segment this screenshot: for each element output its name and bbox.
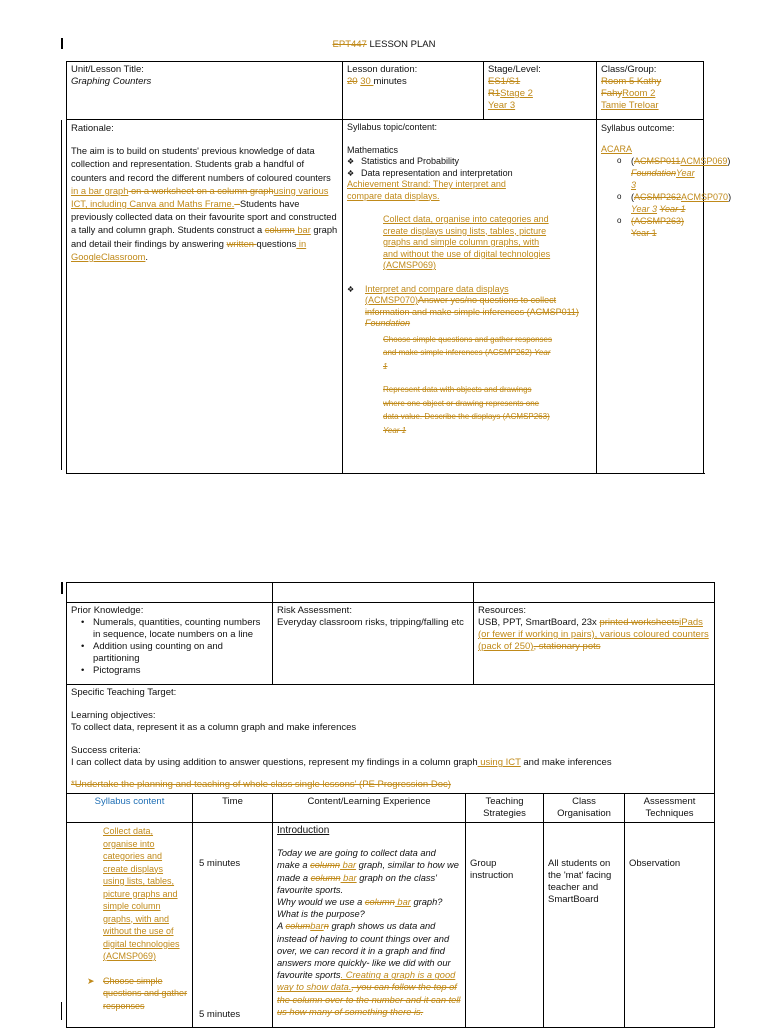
outcome-3-del: (ACSMP263) Year 1 xyxy=(631,216,685,238)
col-header-class: Class Organisation xyxy=(544,794,625,823)
col-header-syllabus: Syllabus content xyxy=(67,794,193,823)
rationale-ins4: in GoogleClassroom xyxy=(71,238,307,262)
intro-del1: column xyxy=(310,860,341,871)
outcome-1-year-ins: Year 3 xyxy=(631,168,695,190)
outcome-2-del: ACSMP262 xyxy=(634,192,682,202)
page-title xyxy=(0,39,768,51)
rationale-del3: column xyxy=(264,225,295,236)
class-label: Class/Group: xyxy=(601,64,657,75)
rationale-cell xyxy=(67,120,343,474)
resources-label: Resources: xyxy=(478,605,527,616)
duration-inserted: 30 xyxy=(360,76,374,87)
row-assessment-cell xyxy=(625,823,715,1028)
prior-list xyxy=(71,617,268,677)
rationale-p4: questions xyxy=(256,238,297,249)
outcome-2-year-ins: Year 3 xyxy=(631,204,658,214)
row-syllabus-text: Collect data, organise into categories and create displays using lists, tables, picture graphs and simple column graphs, with and without the use of digital technologies (ACMSP069) xyxy=(103,826,180,961)
duration-suffix: minutes xyxy=(373,76,407,87)
intro-t5: graph? xyxy=(410,897,443,908)
title-text: LESSON PLAN xyxy=(366,39,436,50)
syllabus-subject: Mathematics xyxy=(347,144,399,155)
revision-bar xyxy=(61,120,62,470)
rationale-del4: written xyxy=(226,238,257,249)
unit-cell xyxy=(67,62,343,120)
resources-ins1: iPads (or fewer if working in pairs), various coloured counters (pack of 250) xyxy=(478,617,709,652)
stage-deleted-2: R1 xyxy=(488,88,501,99)
duration-deleted: 20 xyxy=(347,76,358,87)
intro-del2: column xyxy=(310,872,341,883)
row-content-cell xyxy=(273,823,466,1028)
revision-bar xyxy=(61,1002,62,1020)
row-syllabus-cell xyxy=(67,823,193,1028)
success-label: Success criteria: xyxy=(71,745,141,756)
row-class: All students on the 'mat' facing teacher and SmartBoard xyxy=(548,858,612,905)
resources-cell xyxy=(474,603,715,685)
success-text: I can collect data by using addition to answer questions, represent my findings in a column graph xyxy=(71,757,478,768)
syllabus-topic-item: ❖ Data representation and interpretation xyxy=(347,168,592,180)
col-header-content: Content/Learning Experience xyxy=(273,794,466,823)
prior-item: • Pictograms xyxy=(71,665,268,677)
row-assessment: Observation xyxy=(629,858,681,869)
risk-value: Everyday classroom risks, tripping/falling etc xyxy=(277,617,464,628)
outcome-2-ins: ACMSP070 xyxy=(681,192,729,202)
blank-cell xyxy=(273,583,474,603)
duration-cell xyxy=(343,62,484,120)
outcome-2-year-del: Year 1 xyxy=(659,204,686,214)
syllabus-topic-item: ❖ Statistics and Probability xyxy=(347,156,592,168)
syllabus-strand: Achievement Strand: They interpret and compare data displays. xyxy=(347,179,506,201)
prior-item: • Addition using counting on and partitioning xyxy=(71,641,268,665)
syllabus-b3-del: Answer yes/no questions to collect information and make simple inferences (ACMSP011) xyxy=(365,295,579,317)
success-ins: using ICT xyxy=(477,757,521,768)
syllabus-del-a-year: Year 1 xyxy=(383,348,551,371)
intro-del4: colum xyxy=(285,921,311,932)
intro-t2: graph, similar to how we made a xyxy=(277,860,459,883)
intro-text-2 xyxy=(277,896,461,908)
outcome-1-year-del: Foundation xyxy=(631,168,677,178)
intro-text-4 xyxy=(277,920,461,1018)
success-end: and make inferences xyxy=(520,757,612,768)
class-deleted-1: Room 5 Kathy xyxy=(601,76,662,87)
class-inserted-1: Room 2 xyxy=(622,88,656,99)
stage-deleted-1: ES1/S1 xyxy=(488,76,521,87)
rationale-ins3: bar xyxy=(294,225,311,236)
target-label: Specific Teaching Target: xyxy=(71,687,177,698)
blank-cell xyxy=(474,583,715,603)
syllabus-foundation: Foundation xyxy=(365,318,411,328)
syllabus-label: Syllabus topic/content: xyxy=(347,122,438,132)
rationale-ins1: in a bar graph xyxy=(71,185,129,196)
intro-ins3: bar xyxy=(394,897,411,908)
unit-label: Unit/Lesson Title: xyxy=(71,64,144,75)
resources-del1: printed worksheets xyxy=(599,617,680,628)
stage-inserted-2: Year 3 xyxy=(488,100,516,111)
intro-t1: Today we are going to collect data and make a xyxy=(277,848,436,871)
objectives-label: Learning objectives: xyxy=(71,710,156,721)
rationale-p1: The aim is to build on students' previous knowledge of data collection and representation. Students grab a handful of counters and record the different numbers of coloured counters xyxy=(71,146,331,183)
class-deleted-2: Fahy xyxy=(601,88,623,99)
rationale-p2: Students have previously collected data on their favourite sport and constructed a tally and column graph. Students construct a xyxy=(71,199,337,236)
row-strategy-cell xyxy=(466,823,544,1028)
rationale-p3: graph and detail their findings by answering xyxy=(71,225,338,249)
outcome-1-ins: ACMSP069 xyxy=(680,156,728,166)
rationale-del2: - xyxy=(234,199,240,210)
duration-label: Lesson duration: xyxy=(347,64,418,75)
outcome-1-del: ACMSP011 xyxy=(634,156,681,166)
syllabus-del-b-text: Represent data with objects and drawings where one object or drawing represents one data value. Describe the displays (ACMSP263) xyxy=(383,385,550,421)
intro-ins2: bar xyxy=(340,872,357,883)
stage-cell xyxy=(484,62,597,120)
lesson-detail-table xyxy=(66,582,715,1028)
objectives-value: To collect data, represent it as a column graph and make inferences xyxy=(71,722,357,733)
syllabus-del-a-text: Choose simple questions and gather responses and make simple inferences (ACSMP262) xyxy=(383,334,552,357)
stage-inserted-1: Stage 2 xyxy=(500,88,533,99)
intro-del5: n xyxy=(323,921,329,932)
intro-ins1: bar xyxy=(340,860,357,871)
rationale-text xyxy=(71,145,338,264)
col-header-assessment: Assessment Techniques xyxy=(625,794,715,823)
revision-bar xyxy=(61,582,63,594)
lesson-info-table xyxy=(66,61,732,474)
revision-bar xyxy=(61,38,63,49)
title-deleted: EPT447 xyxy=(332,39,367,50)
unit-value: Graphing Counters xyxy=(71,76,152,87)
prior-item: • Numerals, quantities, counting numbers in sequence, locate numbers on a line xyxy=(71,617,268,641)
syllabus-del-b-year: Year 1 xyxy=(383,425,407,435)
intro-t4: Why would we use a xyxy=(277,897,365,908)
outcome-list xyxy=(601,155,732,239)
resources-del2: , stationary pots xyxy=(533,641,601,652)
duration-value xyxy=(347,76,479,88)
syllabus-interpret-item xyxy=(347,284,592,330)
intro-text-3: What is the purpose? xyxy=(277,909,365,920)
resources-prefix: USB, PPT, SmartBoard, 23x xyxy=(478,617,600,628)
stage-label: Stage/Level: xyxy=(488,64,541,75)
intro-t3: graph on the class' favourite sports. xyxy=(277,872,437,895)
row-strategy: Group instruction xyxy=(470,858,514,881)
outcome-cell xyxy=(597,120,732,474)
syllabus-cell xyxy=(343,120,597,474)
syllabus-del-a xyxy=(383,333,553,374)
class-cell xyxy=(597,62,704,120)
class-inserted-2: Tamie Treloar xyxy=(601,100,659,111)
rationale-ins2: using various ICT, including Canva and Maths Frame. xyxy=(71,185,329,210)
syllabus-topics xyxy=(347,156,592,179)
intro-del6: , you can follow the top of the column over to the number and it can tell us how many of something there is. xyxy=(277,982,461,1017)
outcome-item xyxy=(601,215,699,239)
rationale-end: . xyxy=(145,251,149,262)
syllabus-del-b xyxy=(383,383,555,437)
undertake-note: *Undertake the planning and teaching of whole class single lessons' (PE Progression Doc) xyxy=(71,779,451,790)
row-syllabus-list xyxy=(87,975,188,1013)
intro-del3: column xyxy=(364,897,395,908)
col-header-strategies: Teaching Strategies xyxy=(466,794,544,823)
syllabus-collect: Collect data, organise into categories and create displays using lists, tables, picture graphs and simple column graphs, with and without the use of digital technologies (ACMSP069) xyxy=(383,214,551,270)
intro-text-1 xyxy=(277,847,461,896)
syllabus-b3-ins: Interpret and compare data displays (ACMSP070) xyxy=(365,283,509,305)
outcome-label: Syllabus outcome: xyxy=(601,123,675,133)
rationale-label: Rationale: xyxy=(71,123,114,134)
teaching-target-cell xyxy=(67,685,715,794)
row-time-2: 5 minutes xyxy=(199,1009,241,1020)
success-value xyxy=(71,757,710,769)
resources-value xyxy=(478,617,710,653)
row-class-cell xyxy=(544,823,625,1028)
row-syllabus-del: ➤ Choose simple questions and gather responses xyxy=(87,975,188,1013)
row-time-cell xyxy=(193,823,273,1028)
intro-ins5: . Creating a graph is a good way to show data. xyxy=(277,970,456,993)
intro-t8: graph shows us data and instead of having to count things over and over, we can record it in a graph and find answers more quickly- like we did with our favourite sports xyxy=(277,921,451,981)
outcome-item: o (ACSMP262ACMSP070) Year 3 Year 1 xyxy=(601,191,699,215)
outcome-acara: ACARA xyxy=(601,144,633,154)
intro-ins4: bar xyxy=(310,921,324,932)
blank-cell xyxy=(67,583,273,603)
intro-t7: A xyxy=(277,921,286,932)
row-time-1: 5 minutes xyxy=(199,858,241,869)
outcome-item: o (ACMSP011ACMSP069) FoundationYear 3 xyxy=(601,155,699,191)
rationale-del1: on a worksheet on a column graph xyxy=(128,185,274,196)
col-header-time: Time xyxy=(193,794,273,823)
prior-knowledge-cell xyxy=(67,603,273,685)
prior-label: Prior Knowledge: xyxy=(71,605,144,616)
intro-heading: Introduction xyxy=(277,825,330,836)
risk-label: Risk Assessment: xyxy=(277,605,352,616)
syllabus-interpret xyxy=(347,284,592,330)
risk-cell xyxy=(273,603,474,685)
